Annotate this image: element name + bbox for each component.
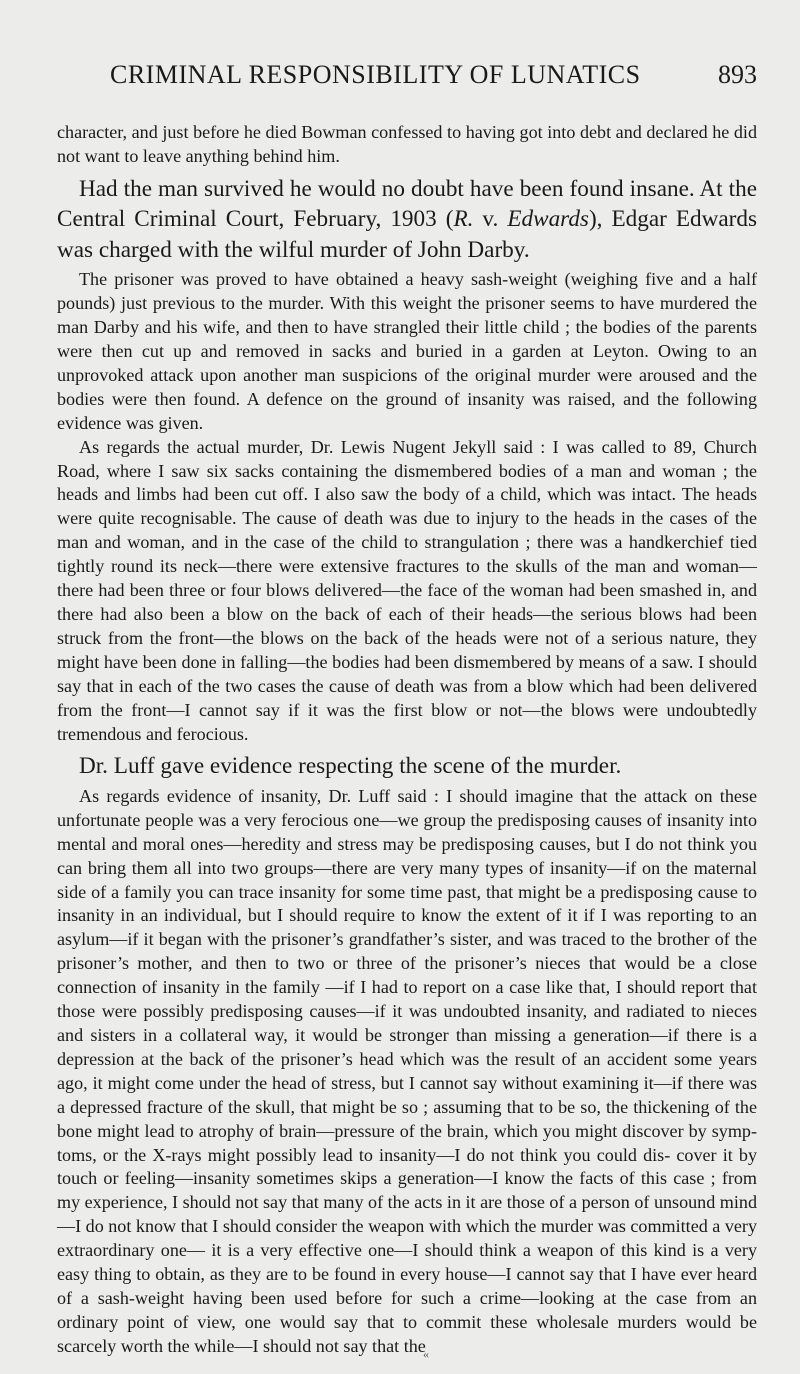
case-ref-edwards: Edwards [507,206,589,233]
paragraph-continuation: character, and just before he died Bowman confessed to having got into debt and declared he did not want to leave anything behind him. [57,122,757,166]
page-header [57,60,757,94]
case-ref-r: R. [453,206,474,233]
paragraph-luff-insanity: As regards evidence of insanity, Dr. Luff said : I should imagine that the attack on these unfortunate people was a very ferocious one—we group the predisposing causes of insanity into mental and moral ones—heredity and stress may be predisposing causes, but I do not think you can bring them all into two groups—there are very many types of insanity—if on the maternal side of a family you can trace insanity for some time past, that might be a predisposing cause to insanity in an individual, but I should require to know the extent of it if I was reporting to an asylum—if it began with the prisoner’s grandfather’s sister, and was traced to the brother of the prisoner’s mother, and then to two or three of the prisoner’s nieces that would be a close connection of insanity in the family —if I had to report on a case like that, I should report that those were possibly predisposing causes—if it was undoubted insanity, and radiated to nieces and sisters in a collateral way, it would be stronger than missing a generation—if there is a depression at the back of the prisoner’s head which was the result of an accident some years ago, it might come under the head of stress, but I cannot say without examining it—if there was a depressed fracture of the skull, that might be so ; assuming that to be so, the thickening of the bone might lead to atrophy of brain—pressure of the brain, which you might discover by symp- toms, or the X-rays might possibly lead to insanity—I do not think you could dis- cover it by touch or feeling—insanity sometimes skips a generation—I know the facts of this case ; from my experience, I should not say that many of the acts in it are those of a person of unsound mind—I do not know that I should consider the weapon with which the murder was committed a very extraordinary one— it is a very effective one—I should think a weapon of this kind is a very easy thing to obtain, as they are to be found in every house—I cannot say that I have ever heard of a sash-weight having been used before for such a crime—looking at the case from an ordinary point of view, one would say that to commit these wholesale murders would be scarcely worth the while—I should not say that the [57,785,757,1356]
body-text [57,121,757,1359]
case-intro-rest: ), Edgar Edwards was charged with the wilful murder of John Darby. [57,206,757,263]
running-title: CRIMINAL RESPONSIBILITY OF LUNATICS [110,60,641,89]
paragraph-case-intro [57,174,757,266]
case-ref-versus: v. [473,206,508,233]
paragraph-jekyll-evidence: As regards the actual murder, Dr. Lewis Nugent Jekyll said : I was called to 89, Church Road, where I saw six sacks containing the dismembered bodies of a man and woman ; the heads and limbs had been cut off. I also saw the body of a child, which was intact. The heads were quite recognisable. The cause of death was due to injury to the heads in the cases of the man and woman, and in the case of the child to strangulation ; there was a handkerchief tied tightly round its neck—there were extensive fractures to the skulls of the man and woman—there had been three or four blows delivered—the face of the woman had been smashed in, and there had also been a blow on the back of each of their heads—the serious blows had been struck from the front—the blows on the back of the heads were not of a serious nature, they might have been done in falling—the bodies had been dismembered by means of a saw. I should say that in each of the two cases the cause of death was from a blow which had been delivered from the front—I cannot say if it was the first blow or not—the blows were undoubtedly tremendous and ferocious. [57,436,757,744]
footer-mark: « [423,1347,429,1361]
page-number: 893 [718,60,757,89]
case-intro-text: Had the man survived he would no doubt have been found insane. At the Central Criminal Court, February, 1903 ( [57,175,757,233]
paragraph-facts: The prisoner was proved to have obtained a heavy sash-weight (weighing five and a half pounds) just previous to the murder. With this weight the prisoner seems to have murdered the man Darby and his wife, and then to have strangled their little child ; the bodies of the parents were then cut up and removed in sacks and buried in a garden at Leyton. Owing to an unprovoked attack upon another man suspicions of the original murder were aroused and the bodies were then found. A defence on the ground of insanity was raised, and the following evidence was given. [57,269,757,433]
paragraph-luff-scene: Dr. Luff gave evidence respecting the scene of the murder. [79,753,622,780]
